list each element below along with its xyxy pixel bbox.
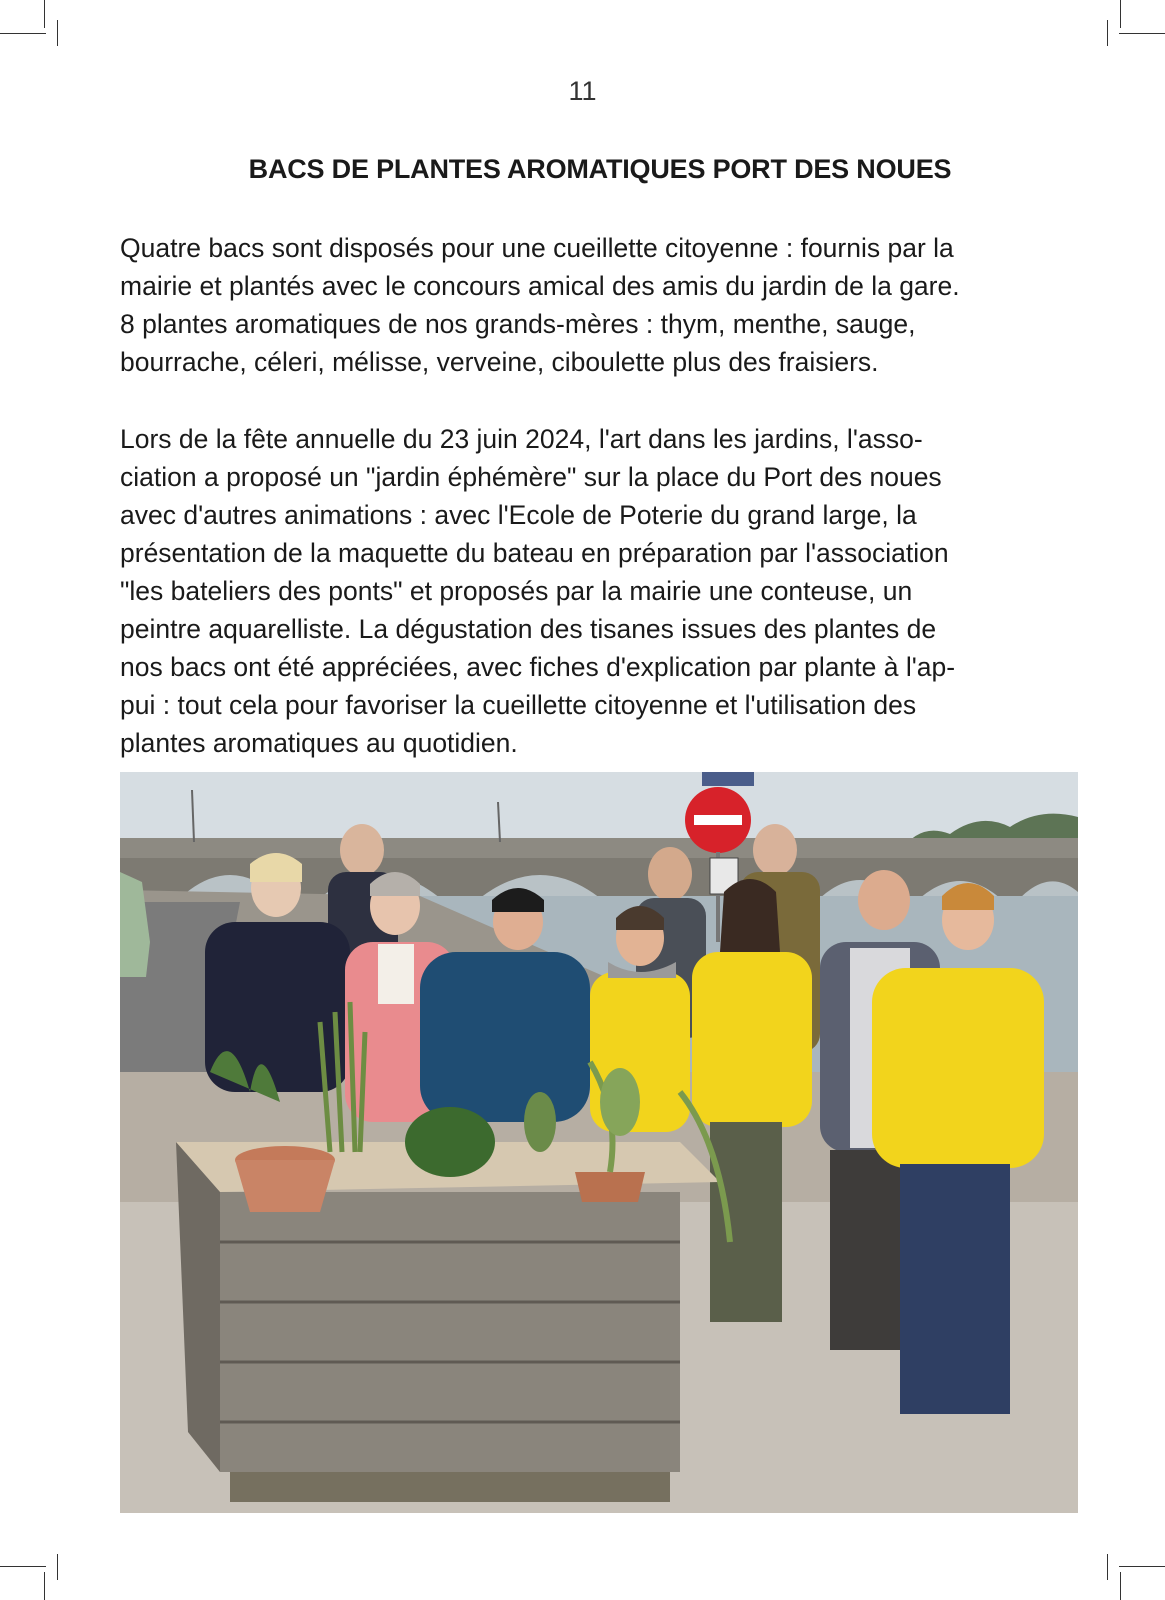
terracotta-pot <box>235 1146 335 1212</box>
paragraph-event <box>120 420 1080 762</box>
paragraph-line: "les bateliers des ponts" et proposés par la mairie une conteuse, un <box>120 576 913 606</box>
paragraph-line: présentation de la maquette du bateau en préparation par l'association <box>120 538 949 568</box>
paragraph-line: avec d'autres animations : avec l'Ecole de Poterie du grand large, la <box>120 500 917 530</box>
paragraph-line: mairie et plantés avec le concours amical des amis du jardin de la gare. <box>120 271 960 301</box>
paragraph-line: nos bacs ont été appréciées, avec fiches d'explication par plante à l'ap- <box>120 652 956 682</box>
paragraph-line: plantes aromatiques au quotidien. <box>120 728 518 758</box>
paragraph-line: Quatre bacs sont disposés pour une cueillette citoyenne : fournis par la <box>120 233 954 263</box>
terracotta-pot <box>575 1172 645 1202</box>
paragraph-line: bourrache, céleri, mélisse, verveine, ciboulette plus des fraisiers. <box>120 347 879 377</box>
page-number: 11 <box>568 76 597 106</box>
group-photo <box>120 772 1078 1513</box>
paragraph-line: 8 plantes aromatiques de nos grands-mères : thym, menthe, sauge, <box>120 309 916 339</box>
paragraph-line: peintre aquarelliste. La dégustation des tisanes issues des plantes de <box>120 614 937 644</box>
page-title: BACS DE PLANTES AROMATIQUES PORT DES NOUES <box>248 154 952 184</box>
paragraph-line: Lors de la fête annuelle du 23 juin 2024, l'art dans les jardins, l'asso- <box>120 424 923 454</box>
paragraph-intro <box>120 229 1080 381</box>
paragraph-line: ciation a proposé un "jardin éphémère" sur la place du Port des noues <box>120 462 942 492</box>
group-photo-illustration <box>120 772 1078 1513</box>
paragraph-line: pui : tout cela pour favoriser la cueillette citoyenne et l'utilisation des <box>120 690 917 720</box>
